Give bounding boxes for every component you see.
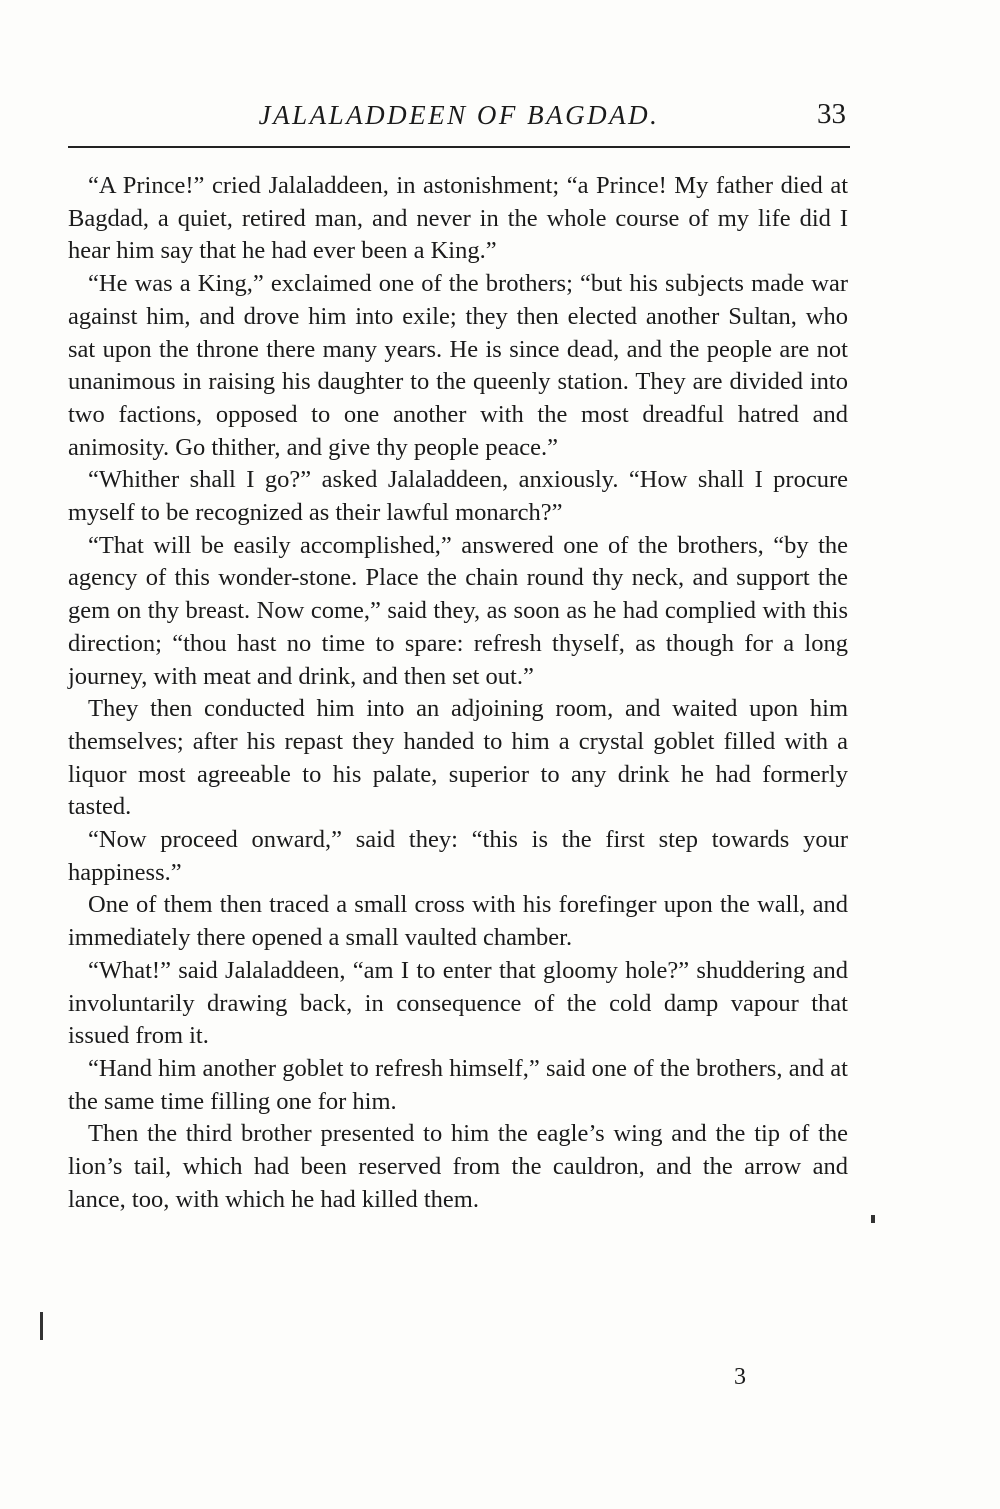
running-title: JALALADDEEN OF BAGDAD. — [258, 100, 660, 130]
paragraph: “He was a King,” exclaimed one of the brothers; “but his subjects made war against him, and drove him into exile; they then elected another Sultan, who sat upon the throne there many years. He is since dead, and the people are not unanimous in raising his daughter to the queenly station. They are divided into two factions, opposed to one another with the most dreadful hatred and animosity. Go thither, and give thy people peace.” — [68, 270, 848, 461]
margin-speck — [871, 1215, 875, 1223]
page-number: 33 — [817, 98, 846, 130]
body-text — [68, 170, 848, 1217]
paragraph: They then conducted him into an adjoining room, and waited upon him themselves; after his repast they handed to him a crystal goblet filled with a liquor most agreeable to his palate, superior to any drink he had formerly tasted. — [68, 695, 848, 821]
paragraph: “What!” said Jalaladdeen, “am I to enter that gloomy hole?” shuddering and involuntarily drawing back, in consequence of the cold damp vapour that issued from it. — [68, 956, 848, 1050]
paragraph: “Now proceed onward,” said they: “this is the first step towards your happiness.” — [68, 826, 848, 886]
paragraph: “Hand him another goblet to refresh himself,” said one of the brothers, and at the same time filling one for him. — [68, 1054, 848, 1115]
paragraph: “Whither shall I go?” asked Jalaladdeen, anxiously. “How shall I procure myself to be recognized as their lawful monarch?” — [68, 466, 848, 527]
signature-mark: 3 — [734, 1364, 746, 1390]
paragraph: One of them then traced a small cross with his forefinger upon the wall, and immediately there opened a small vaulted chamber. — [68, 891, 848, 952]
paragraph: “A Prince!” cried Jalaladdeen, in astonishment; “a Prince! My father died at Bagdad, a quiet, retired man, and never in the whole course of my life did I hear him say that he had ever been a King.” — [68, 172, 848, 265]
paragraph: “That will be easily accomplished,” answered one of the brothers, “by the agency of this wonder-stone. Place the chain round thy neck, and support the gem on thy breast. Now come,” said they, as soon as he had complied with this direction; “thou hast no time to spare: refresh thyself, as though for a long journey, with meat and drink, and then set out.” — [68, 531, 848, 690]
paragraph: Then the third brother presented to him the eagle’s wing and the tip of the lion’s tail, which had been reserved from the cauldron, and the arrow and lance, too, with which he had killed them. — [68, 1120, 848, 1213]
running-head — [68, 96, 850, 136]
margin-mark — [40, 1312, 43, 1340]
header-rule — [68, 146, 850, 148]
